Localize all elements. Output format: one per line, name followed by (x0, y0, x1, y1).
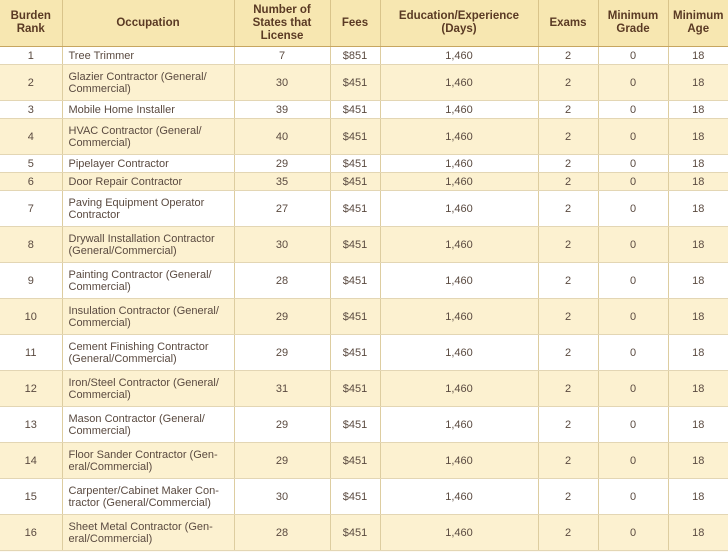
cell-min-age: 18 (668, 227, 728, 263)
cell-fees: $451 (330, 371, 380, 407)
cell-states: 30 (234, 479, 330, 515)
cell-exams: 2 (538, 407, 598, 443)
cell-fees: $451 (330, 155, 380, 173)
cell-fees: $451 (330, 335, 380, 371)
header-states: Number of States that License (234, 0, 330, 47)
table-row (0, 335, 728, 371)
cell-min-grade: 0 (598, 227, 668, 263)
cell-min-age: 18 (668, 173, 728, 191)
cell-min-grade: 0 (598, 155, 668, 173)
cell-states: 30 (234, 227, 330, 263)
cell-education: 1,460 (380, 479, 538, 515)
cell-min-age: 18 (668, 335, 728, 371)
cell-min-grade: 0 (598, 407, 668, 443)
cell-fees: $451 (330, 173, 380, 191)
cell-fees: $451 (330, 407, 380, 443)
header-occupation: Occupation (62, 0, 234, 47)
cell-exams: 2 (538, 65, 598, 101)
cell-exams: 2 (538, 263, 598, 299)
cell-min-grade: 0 (598, 371, 668, 407)
cell-education: 1,460 (380, 299, 538, 335)
cell-min-grade: 0 (598, 479, 668, 515)
cell-states: 40 (234, 119, 330, 155)
cell-min-grade: 0 (598, 47, 668, 65)
cell-min-grade: 0 (598, 101, 668, 119)
cell-education: 1,460 (380, 515, 538, 551)
cell-education: 1,460 (380, 65, 538, 101)
cell-rank: 16 (0, 515, 62, 551)
cell-min-age: 18 (668, 65, 728, 101)
table-row (0, 47, 728, 65)
cell-occupation: Sheet Metal Contractor (Gen- eral/Commercial) (62, 515, 234, 551)
header-burden-rank: Burden Rank (0, 0, 62, 47)
header-exams: Exams (538, 0, 598, 47)
table-row (0, 299, 728, 335)
cell-min-grade: 0 (598, 299, 668, 335)
cell-fees: $451 (330, 191, 380, 227)
cell-rank: 2 (0, 65, 62, 101)
table-row (0, 443, 728, 479)
cell-min-age: 18 (668, 443, 728, 479)
table-row (0, 263, 728, 299)
cell-education: 1,460 (380, 119, 538, 155)
cell-rank: 4 (0, 119, 62, 155)
cell-states: 29 (234, 155, 330, 173)
cell-exams: 2 (538, 443, 598, 479)
cell-fees: $451 (330, 479, 380, 515)
cell-rank: 3 (0, 101, 62, 119)
cell-exams: 2 (538, 173, 598, 191)
cell-rank: 13 (0, 407, 62, 443)
cell-occupation: Paving Equipment Operator Contractor (62, 191, 234, 227)
cell-min-age: 18 (668, 515, 728, 551)
cell-occupation: HVAC Contractor (General/ Commercial) (62, 119, 234, 155)
cell-fees: $451 (330, 515, 380, 551)
cell-states: 27 (234, 191, 330, 227)
cell-min-grade: 0 (598, 119, 668, 155)
cell-exams: 2 (538, 479, 598, 515)
cell-education: 1,460 (380, 227, 538, 263)
cell-rank: 7 (0, 191, 62, 227)
cell-min-grade: 0 (598, 443, 668, 479)
cell-min-age: 18 (668, 119, 728, 155)
cell-education: 1,460 (380, 371, 538, 407)
cell-states: 30 (234, 65, 330, 101)
cell-exams: 2 (538, 119, 598, 155)
cell-rank: 15 (0, 479, 62, 515)
cell-exams: 2 (538, 155, 598, 173)
cell-states: 29 (234, 335, 330, 371)
cell-min-age: 18 (668, 371, 728, 407)
cell-rank: 8 (0, 227, 62, 263)
cell-occupation: Mason Contractor (General/ Commercial) (62, 407, 234, 443)
cell-min-age: 18 (668, 407, 728, 443)
cell-min-age: 18 (668, 191, 728, 227)
cell-fees: $451 (330, 227, 380, 263)
cell-exams: 2 (538, 47, 598, 65)
cell-occupation: Mobile Home Installer (62, 101, 234, 119)
table-row (0, 407, 728, 443)
header-min-grade: Minimum Grade (598, 0, 668, 47)
cell-occupation: Painting Contractor (General/ Commercial) (62, 263, 234, 299)
cell-min-grade: 0 (598, 191, 668, 227)
cell-rank: 5 (0, 155, 62, 173)
cell-education: 1,460 (380, 47, 538, 65)
header-min-age: Minimum Age (668, 0, 728, 47)
cell-states: 31 (234, 371, 330, 407)
cell-exams: 2 (538, 101, 598, 119)
cell-education: 1,460 (380, 443, 538, 479)
cell-min-age: 18 (668, 155, 728, 173)
cell-occupation: Carpenter/Cabinet Maker Con- tractor (General/Commercial) (62, 479, 234, 515)
cell-fees: $451 (330, 443, 380, 479)
cell-occupation: Floor Sander Contractor (Gen- eral/Commercial) (62, 443, 234, 479)
cell-min-age: 18 (668, 101, 728, 119)
cell-occupation: Glazier Contractor (General/ Commercial) (62, 65, 234, 101)
cell-states: 29 (234, 299, 330, 335)
table-row (0, 191, 728, 227)
cell-exams: 2 (538, 335, 598, 371)
cell-fees: $451 (330, 119, 380, 155)
header-fees: Fees (330, 0, 380, 47)
cell-occupation: Tree Trimmer (62, 47, 234, 65)
cell-rank: 1 (0, 47, 62, 65)
cell-min-age: 18 (668, 299, 728, 335)
cell-rank: 14 (0, 443, 62, 479)
cell-occupation: Iron/Steel Contractor (General/ Commercial) (62, 371, 234, 407)
table-row (0, 479, 728, 515)
cell-min-grade: 0 (598, 335, 668, 371)
cell-min-age: 18 (668, 263, 728, 299)
cell-exams: 2 (538, 227, 598, 263)
cell-fees: $851 (330, 47, 380, 65)
cell-fees: $451 (330, 299, 380, 335)
cell-occupation: Insulation Contractor (General/ Commercial) (62, 299, 234, 335)
cell-education: 1,460 (380, 191, 538, 227)
cell-states: 29 (234, 407, 330, 443)
cell-states: 7 (234, 47, 330, 65)
cell-states: 35 (234, 173, 330, 191)
cell-education: 1,460 (380, 155, 538, 173)
cell-education: 1,460 (380, 263, 538, 299)
cell-rank: 9 (0, 263, 62, 299)
cell-rank: 10 (0, 299, 62, 335)
cell-states: 28 (234, 515, 330, 551)
table-row (0, 227, 728, 263)
cell-min-age: 18 (668, 47, 728, 65)
cell-exams: 2 (538, 299, 598, 335)
table-row (0, 65, 728, 101)
table-header (0, 0, 728, 47)
header-education: Education/Experience (Days) (380, 0, 538, 47)
cell-fees: $451 (330, 263, 380, 299)
cell-fees: $451 (330, 101, 380, 119)
cell-education: 1,460 (380, 173, 538, 191)
cell-occupation: Cement Finishing Contractor (General/Commercial) (62, 335, 234, 371)
table-row (0, 515, 728, 551)
table-row (0, 119, 728, 155)
table-row (0, 101, 728, 119)
cell-min-grade: 0 (598, 263, 668, 299)
cell-occupation: Drywall Installation Contractor (General/Commercial) (62, 227, 234, 263)
cell-rank: 12 (0, 371, 62, 407)
cell-states: 39 (234, 101, 330, 119)
cell-education: 1,460 (380, 335, 538, 371)
table-row (0, 155, 728, 173)
cell-exams: 2 (538, 191, 598, 227)
cell-states: 29 (234, 443, 330, 479)
cell-min-grade: 0 (598, 173, 668, 191)
cell-occupation: Pipelayer Contractor (62, 155, 234, 173)
cell-exams: 2 (538, 371, 598, 407)
cell-education: 1,460 (380, 407, 538, 443)
table-row (0, 173, 728, 191)
cell-occupation: Door Repair Contractor (62, 173, 234, 191)
cell-exams: 2 (538, 515, 598, 551)
cell-states: 28 (234, 263, 330, 299)
cell-min-age: 18 (668, 479, 728, 515)
cell-rank: 11 (0, 335, 62, 371)
table-row (0, 371, 728, 407)
table-body (0, 47, 728, 551)
cell-fees: $451 (330, 65, 380, 101)
cell-rank: 6 (0, 173, 62, 191)
cell-min-grade: 0 (598, 65, 668, 101)
cell-education: 1,460 (380, 101, 538, 119)
cell-min-grade: 0 (598, 515, 668, 551)
